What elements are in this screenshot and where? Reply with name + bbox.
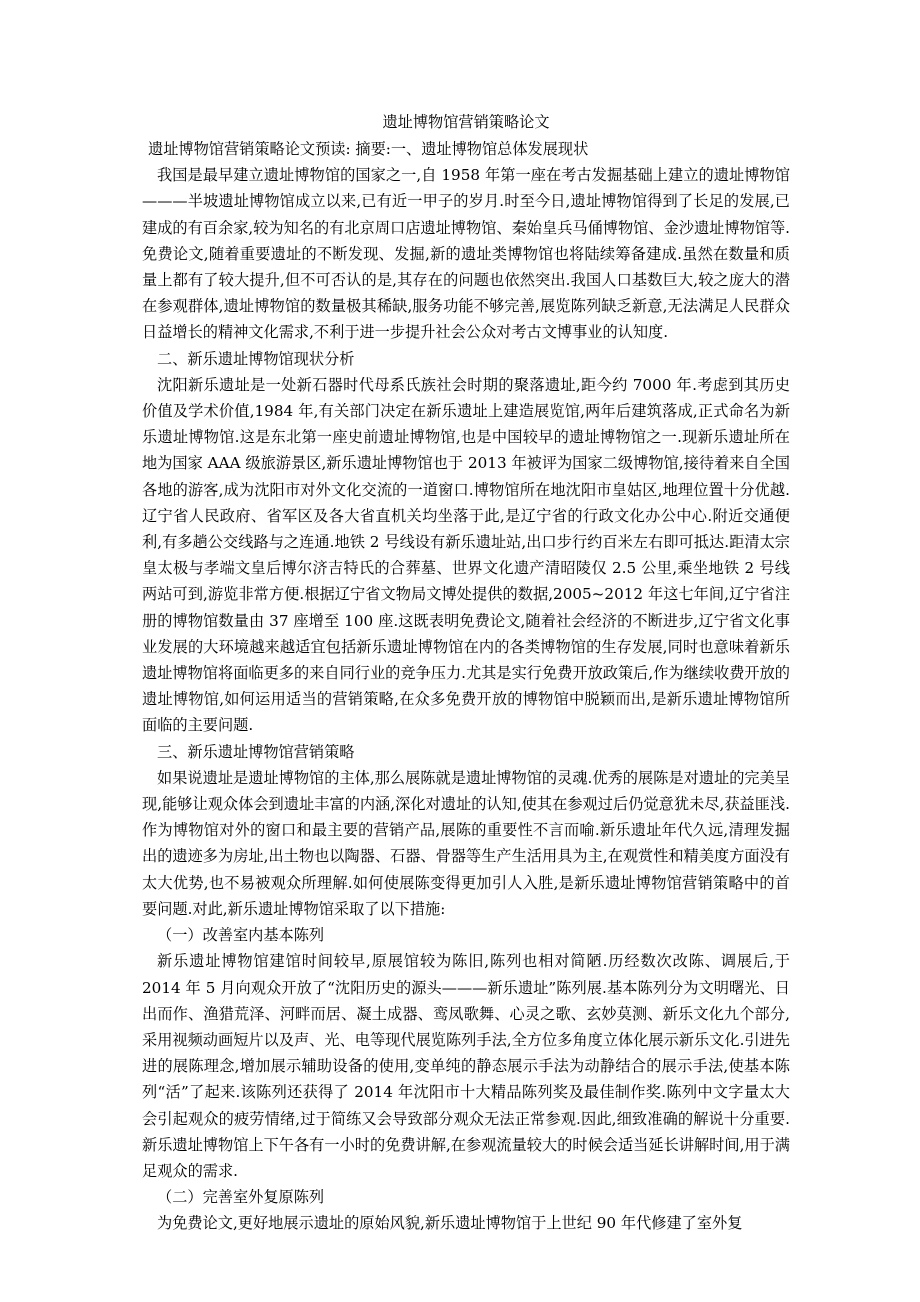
paragraph-1: 我国是最早建立遗址博物馆的国家之一,自 1958 年第一座在考古发掘基础上建立的遗址博物馆———半坡遗址博物馆成立以来,已有近一甲子的岁月.时至今日,遗址博物馆得到了长足的发展,已建成的有百余家,较为知名的有北京周口店遗址博物馆、秦始皇兵马俑博物馆、金沙遗址博物馆等.免费论文,随着重要遗址的不断发现、发掘,新的遗址类博物馆也将陆续筹备建成.虽然在数量和质量上都有了较大提升,但不可否认的是,其存在的问题也依然突出.我国人口基数巨大,较之庞大的潜在参观群体,遗址博物馆的数量极其稀缺,服务功能不够完善,展览陈列缺乏新意,无法满足人民群众日益增长的精神文化需求,不利于进一步提升社会公众对考古文博事业的认知度. [142, 166, 790, 342]
document-title: 遗址博物馆营销策略论文 [382, 113, 550, 131]
intro-line: 遗址博物馆营销策略论文预读: 摘要:一、遗址博物馆总体发展现状 [148, 140, 589, 158]
subsection-1-heading: （一）改善室内基本陈列 [157, 926, 325, 945]
paragraph-5: 为免费论文,更好地展示遗址的原始风貌,新乐遗址博物馆于上世纪 90 年代修建了室外复 [157, 1214, 743, 1233]
subsection-2-heading: （二）完善室外复原陈列 [157, 1188, 325, 1207]
paragraph-3: 如果说遗址是遗址博物馆的主体,那么展陈就是遗址博物馆的灵魂.优秀的展陈是对遗址的完美呈现,能够让观众体会到遗址丰富的内涵,深化对遗址的认知,使其在参观过后仍觉意犹未尽,获益匪浅.作为博物馆对外的窗口和最主要的营销产品,展陈的重要性不言而喻.新乐遗址年代久远,清理发掘出的遗迹多为房址,出土物也以陶器、石器、骨器等生产生活用具为主,在观赏性和精美度方面没有太大优势,也不易被观众所理解.如何使展陈变得更加引人入胜,是新乐遗址博物馆营销策略中的首要问题.对此,新乐遗址博物馆采取了以下措施: [142, 768, 790, 918]
section-3-heading: 三、新乐遗址博物馆营销策略 [157, 742, 355, 761]
paragraph-2: 沈阳新乐遗址是一处新石器时代母系氏族社会时期的聚落遗址,距今约 7000 年.考虑到其历史价值及学术价值,1984 年,有关部门决定在新乐遗址上建造展览馆,两年后建筑落成,正式命名为新乐遗址博物馆.这是东北第一座史前遗址博物馆,也是中国较早的遗址博物馆之一.现新乐遗址所在地为国家 AAA 级旅游景区,新乐遗址博物馆也于 2013 年被评为国家二级博物馆,接待着来自全国各地的游客,成为沈阳市对外文化交流的一道窗口.博物馆所在地沈阳市皇姑区,地理位置十分优越.辽宁省人民政府、省军区及各大省直机关均坐落于此,是辽宁省的行政文化办公中心.附近交通便利,有多趟公交线路与之连通.地铁 2 号线设有新乐遗址站,出口步行约百米左右即可抵达.距清太宗皇太极与孝端文皇后博尔济吉特氏的合葬墓、世界文化遗产清昭陵仅 2.5 公里,乘坐地铁 2 号线两站可到,游览非常方便.根据辽宁省文物局文博处提供的数据,2005~2012 年这七年间,辽宁省注册的博物馆数量由 37 座增至 100 座.这既表明免费论文,随着社会经济的不断进步,辽宁省文化事业发展的大环境越来越适宜包括新乐遗址博物馆在内的各类博物馆的生存发展,同时也意味着新乐遗址博物馆将面临更多的来自同行业的竞争压力.尤其是实行免费开放政策后,作为继续收费开放的遗址博物馆,如何运用适当的营销策略,在众多免费开放的博物馆中脱颖而出,是新乐遗址博物馆所面临的主要问题. [142, 375, 790, 735]
paragraph-4: 新乐遗址博物馆建馆时间较早,原展馆较为陈旧,陈列也相对简陋.历经数次改陈、调展后,于 2014 年 5 月向观众开放了“沈阳历史的源头———新乐遗址”陈列展.基本陈列分为文明曙光、日出而作、渔猎荒泽、河畔而居、凝土成器、鸾凤歌舞、心灵之歌、玄妙莫测、新乐文化九个部分,采用视频动画短片以及声、光、电等现代展览陈列手法,全方位多角度立体化展示新乐文化.引进先进的展陈理念,增加展示辅助设备的使用,变单纯的静态展示手法为动静结合的展示手法,使基本陈列“活”了起来.该陈列还获得了 2014 年沈阳市十大精品陈列奖及最佳制作奖.陈列中文字量太大会引起观众的疲劳情绪,过于简练又会导致部分观众无法正常参观.因此,细致准确的解说十分重要.新乐遗址博物馆上下午各有一小时的免费讲解,在参观流量较大的时候会适当延长讲解时间,用于满足观众的需求. [142, 952, 790, 1180]
section-2-heading: 二、新乐遗址博物馆现状分析 [157, 349, 355, 368]
document-page [142, 110, 790, 1237]
